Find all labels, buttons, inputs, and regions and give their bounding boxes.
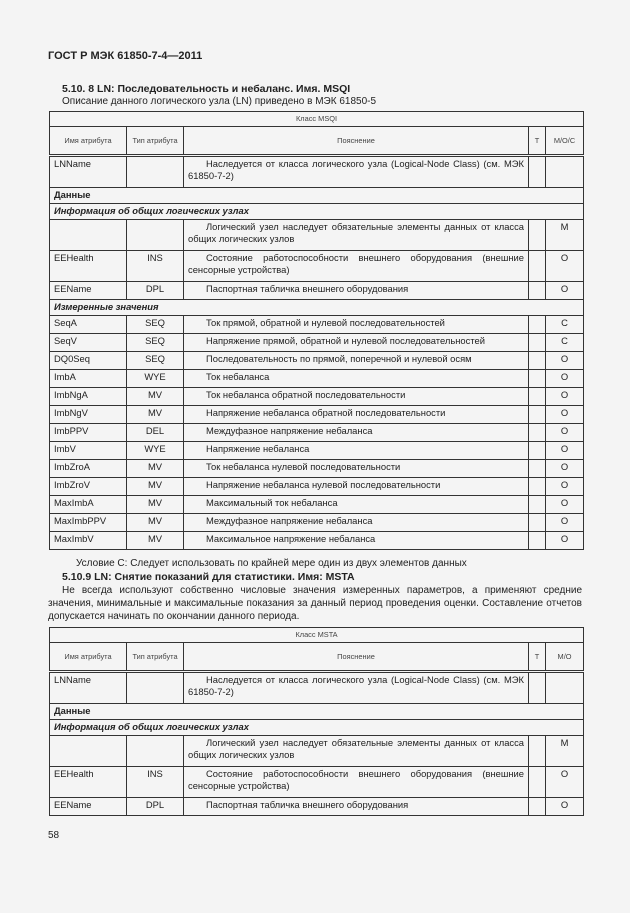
table-cell: MV: [127, 496, 184, 514]
table-cell: [529, 220, 546, 251]
table-cell: ImbV: [50, 442, 127, 460]
table-cell: EEHealth: [50, 767, 127, 798]
table-cell: ImbZroA: [50, 460, 127, 478]
column-header: M/O: [546, 643, 584, 672]
table-cell: EEName: [50, 798, 127, 816]
table-cell: O: [546, 460, 584, 478]
table-cell: LNName: [50, 156, 127, 188]
table-cell: O: [546, 532, 584, 550]
section-title-msqi: 5.10. 8 LN: Последовательность и небаланс. Имя. MSQI: [62, 83, 351, 95]
table-cell: ImbNgV: [50, 406, 127, 424]
description-cell: Междуфазное напряжение небаланса: [184, 514, 529, 532]
table-cell: SEQ: [127, 316, 184, 334]
table-row: [50, 370, 584, 388]
condition-note: Условие C: Следует использовать по крайней мере один из двух элементов данных: [76, 558, 467, 569]
section-intro-msqi: Описание данного логического узла (LN) приведено в МЭК 61850-5: [62, 96, 377, 107]
description-cell: Напряжение прямой, обратной и нулевой последовательностей: [184, 334, 529, 352]
table-cell: SEQ: [127, 352, 184, 370]
table-cell: [50, 736, 127, 767]
description-cell: Состояние работоспособности внешнего оборудования (внешние сенсорные устройства): [184, 767, 529, 798]
table-cell: [127, 220, 184, 251]
table-cell: WYE: [127, 442, 184, 460]
table-cell: INS: [127, 767, 184, 798]
description-cell: Последовательность по прямой, поперечной и нулевой осям: [184, 352, 529, 370]
table-cell: O: [546, 496, 584, 514]
section-row: Информация об общих логических узлах: [50, 720, 584, 736]
table-cell: MV: [127, 460, 184, 478]
table-cell: O: [546, 352, 584, 370]
table-class-caption: Класс MSQI: [50, 112, 584, 127]
description-cell: Максимальное напряжение небаланса: [184, 532, 529, 550]
table-cell: O: [546, 406, 584, 424]
table-row: [50, 442, 584, 460]
table-cell: [50, 220, 127, 251]
table-row: [50, 496, 584, 514]
table-row: [50, 406, 584, 424]
table-row: [50, 767, 584, 798]
msta-table: [49, 627, 584, 816]
table-cell: DQ0Seq: [50, 352, 127, 370]
description-cell: Ток небаланса: [184, 370, 529, 388]
table-cell: MV: [127, 388, 184, 406]
table-cell: [529, 736, 546, 767]
table-row: [50, 478, 584, 496]
table-row: [50, 798, 584, 816]
description-cell: Наследуется от класса логического узла (Logical-Node Class) (см. МЭК 61850-7-2): [184, 672, 529, 704]
table-cell: [529, 478, 546, 496]
table-cell: SeqV: [50, 334, 127, 352]
table-cell: [127, 156, 184, 188]
table-row: [50, 514, 584, 532]
table-row: [50, 736, 584, 767]
table-cell: [529, 767, 546, 798]
table-cell: [529, 352, 546, 370]
table-class-caption: Класс MSTA: [50, 628, 584, 643]
table-cell: MV: [127, 478, 184, 496]
column-header: Имя атрибута: [50, 643, 127, 672]
description-cell: Напряжение небаланса обратной последовательности: [184, 406, 529, 424]
table-row: [50, 532, 584, 550]
column-header: M/O/C: [546, 127, 584, 156]
table-row: [50, 424, 584, 442]
table-row: [50, 460, 584, 478]
table-cell: ImbNgA: [50, 388, 127, 406]
description-cell: Паспортная табличка внешнего оборудования: [184, 798, 529, 816]
table-cell: ImbPPV: [50, 424, 127, 442]
table-cell: MV: [127, 406, 184, 424]
table-cell: LNName: [50, 672, 127, 704]
table-cell: SEQ: [127, 334, 184, 352]
table-cell: MV: [127, 514, 184, 532]
table-cell: O: [546, 798, 584, 816]
table-row: [50, 672, 584, 704]
description-cell: Междуфазное напряжение небаланса: [184, 424, 529, 442]
table-cell: C: [546, 316, 584, 334]
table-cell: [529, 460, 546, 478]
table-cell: O: [546, 251, 584, 282]
section-row: Измеренные значения: [50, 300, 584, 316]
section-paragraph-msta: Не всегда используют собственно числовые значения измеренных параметров, а применяют средние значения, минимальные и максимальные показания за данный период проведения оценки. Составление отчетов допускается начинать по окончании данного периода.: [48, 585, 582, 622]
table-cell: DPL: [127, 282, 184, 300]
description-cell: Ток прямой, обратной и нулевой последовательностей: [184, 316, 529, 334]
table-cell: [529, 424, 546, 442]
description-cell: Ток небаланса нулевой последовательности: [184, 460, 529, 478]
table-cell: M: [546, 736, 584, 767]
column-header: T: [529, 127, 546, 156]
page-number: 58: [48, 830, 60, 841]
column-header: Тип атрибута: [127, 127, 184, 156]
document-header: ГОСТ Р МЭК 61850-7-4—2011: [48, 50, 203, 62]
column-header: Пояснение: [184, 643, 529, 672]
description-cell: Паспортная табличка внешнего оборудования: [184, 282, 529, 300]
table-cell: O: [546, 388, 584, 406]
table-cell: O: [546, 282, 584, 300]
table-cell: [546, 672, 584, 704]
table-cell: [529, 316, 546, 334]
description-cell: Логический узел наследует обязательные элементы данных от класса общих логических узлов: [184, 220, 529, 251]
table-cell: O: [546, 478, 584, 496]
table-row: [50, 282, 584, 300]
column-header: Пояснение: [184, 127, 529, 156]
description-cell: Наследуется от класса логического узла (Logical-Node Class) (см. МЭК 61850-7-2): [184, 156, 529, 188]
table-cell: [529, 514, 546, 532]
msqi-table: [49, 111, 584, 550]
table-cell: C: [546, 334, 584, 352]
table-cell: WYE: [127, 370, 184, 388]
table-row: [50, 316, 584, 334]
table-row: [50, 251, 584, 282]
table-cell: O: [546, 767, 584, 798]
table-cell: O: [546, 370, 584, 388]
table-cell: MaxImbA: [50, 496, 127, 514]
table-row: [50, 156, 584, 188]
table-cell: ImbZroV: [50, 478, 127, 496]
table-row: [50, 388, 584, 406]
table-cell: EEHealth: [50, 251, 127, 282]
description-cell: Напряжение небаланса: [184, 442, 529, 460]
table-cell: M: [546, 220, 584, 251]
table-cell: EEName: [50, 282, 127, 300]
description-cell: Ток небаланса обратной последовательности: [184, 388, 529, 406]
table-cell: [529, 156, 546, 188]
table-cell: [529, 406, 546, 424]
table-cell: INS: [127, 251, 184, 282]
description-cell: Максимальный ток небаланса: [184, 496, 529, 514]
column-header: Имя атрибута: [50, 127, 127, 156]
description-cell: Напряжение небаланса нулевой последовательности: [184, 478, 529, 496]
table-cell: O: [546, 442, 584, 460]
section-title-msta: 5.10.9 LN: Снятие показаний для статистики. Имя: MSTA: [62, 571, 355, 583]
table-cell: [529, 282, 546, 300]
table-cell: MV: [127, 532, 184, 550]
table-cell: SeqA: [50, 316, 127, 334]
table-cell: DPL: [127, 798, 184, 816]
table-cell: ImbA: [50, 370, 127, 388]
column-header: T: [529, 643, 546, 672]
table-cell: [529, 532, 546, 550]
table-cell: DEL: [127, 424, 184, 442]
table-cell: [127, 736, 184, 767]
section-row: Данные: [50, 704, 584, 720]
table-cell: [529, 370, 546, 388]
table-cell: [529, 388, 546, 406]
table-cell: O: [546, 424, 584, 442]
table-cell: [529, 442, 546, 460]
table-cell: [529, 251, 546, 282]
table-cell: [546, 156, 584, 188]
table-row: [50, 352, 584, 370]
table-cell: [127, 672, 184, 704]
section-row: Информация об общих логических узлах: [50, 204, 584, 220]
table-cell: MaxImbPPV: [50, 514, 127, 532]
table-row: [50, 334, 584, 352]
table-cell: [529, 672, 546, 704]
table-cell: O: [546, 514, 584, 532]
description-cell: Состояние работоспособности внешнего оборудования (внешние сенсорные устройства): [184, 251, 529, 282]
table-cell: MaxImbV: [50, 532, 127, 550]
table-row: [50, 220, 584, 251]
table-cell: [529, 496, 546, 514]
column-header: Тип атрибута: [127, 643, 184, 672]
description-cell: Логический узел наследует обязательные элементы данных от класса общих логических узлов: [184, 736, 529, 767]
table-cell: [529, 798, 546, 816]
table-cell: [529, 334, 546, 352]
section-row: Данные: [50, 188, 584, 204]
